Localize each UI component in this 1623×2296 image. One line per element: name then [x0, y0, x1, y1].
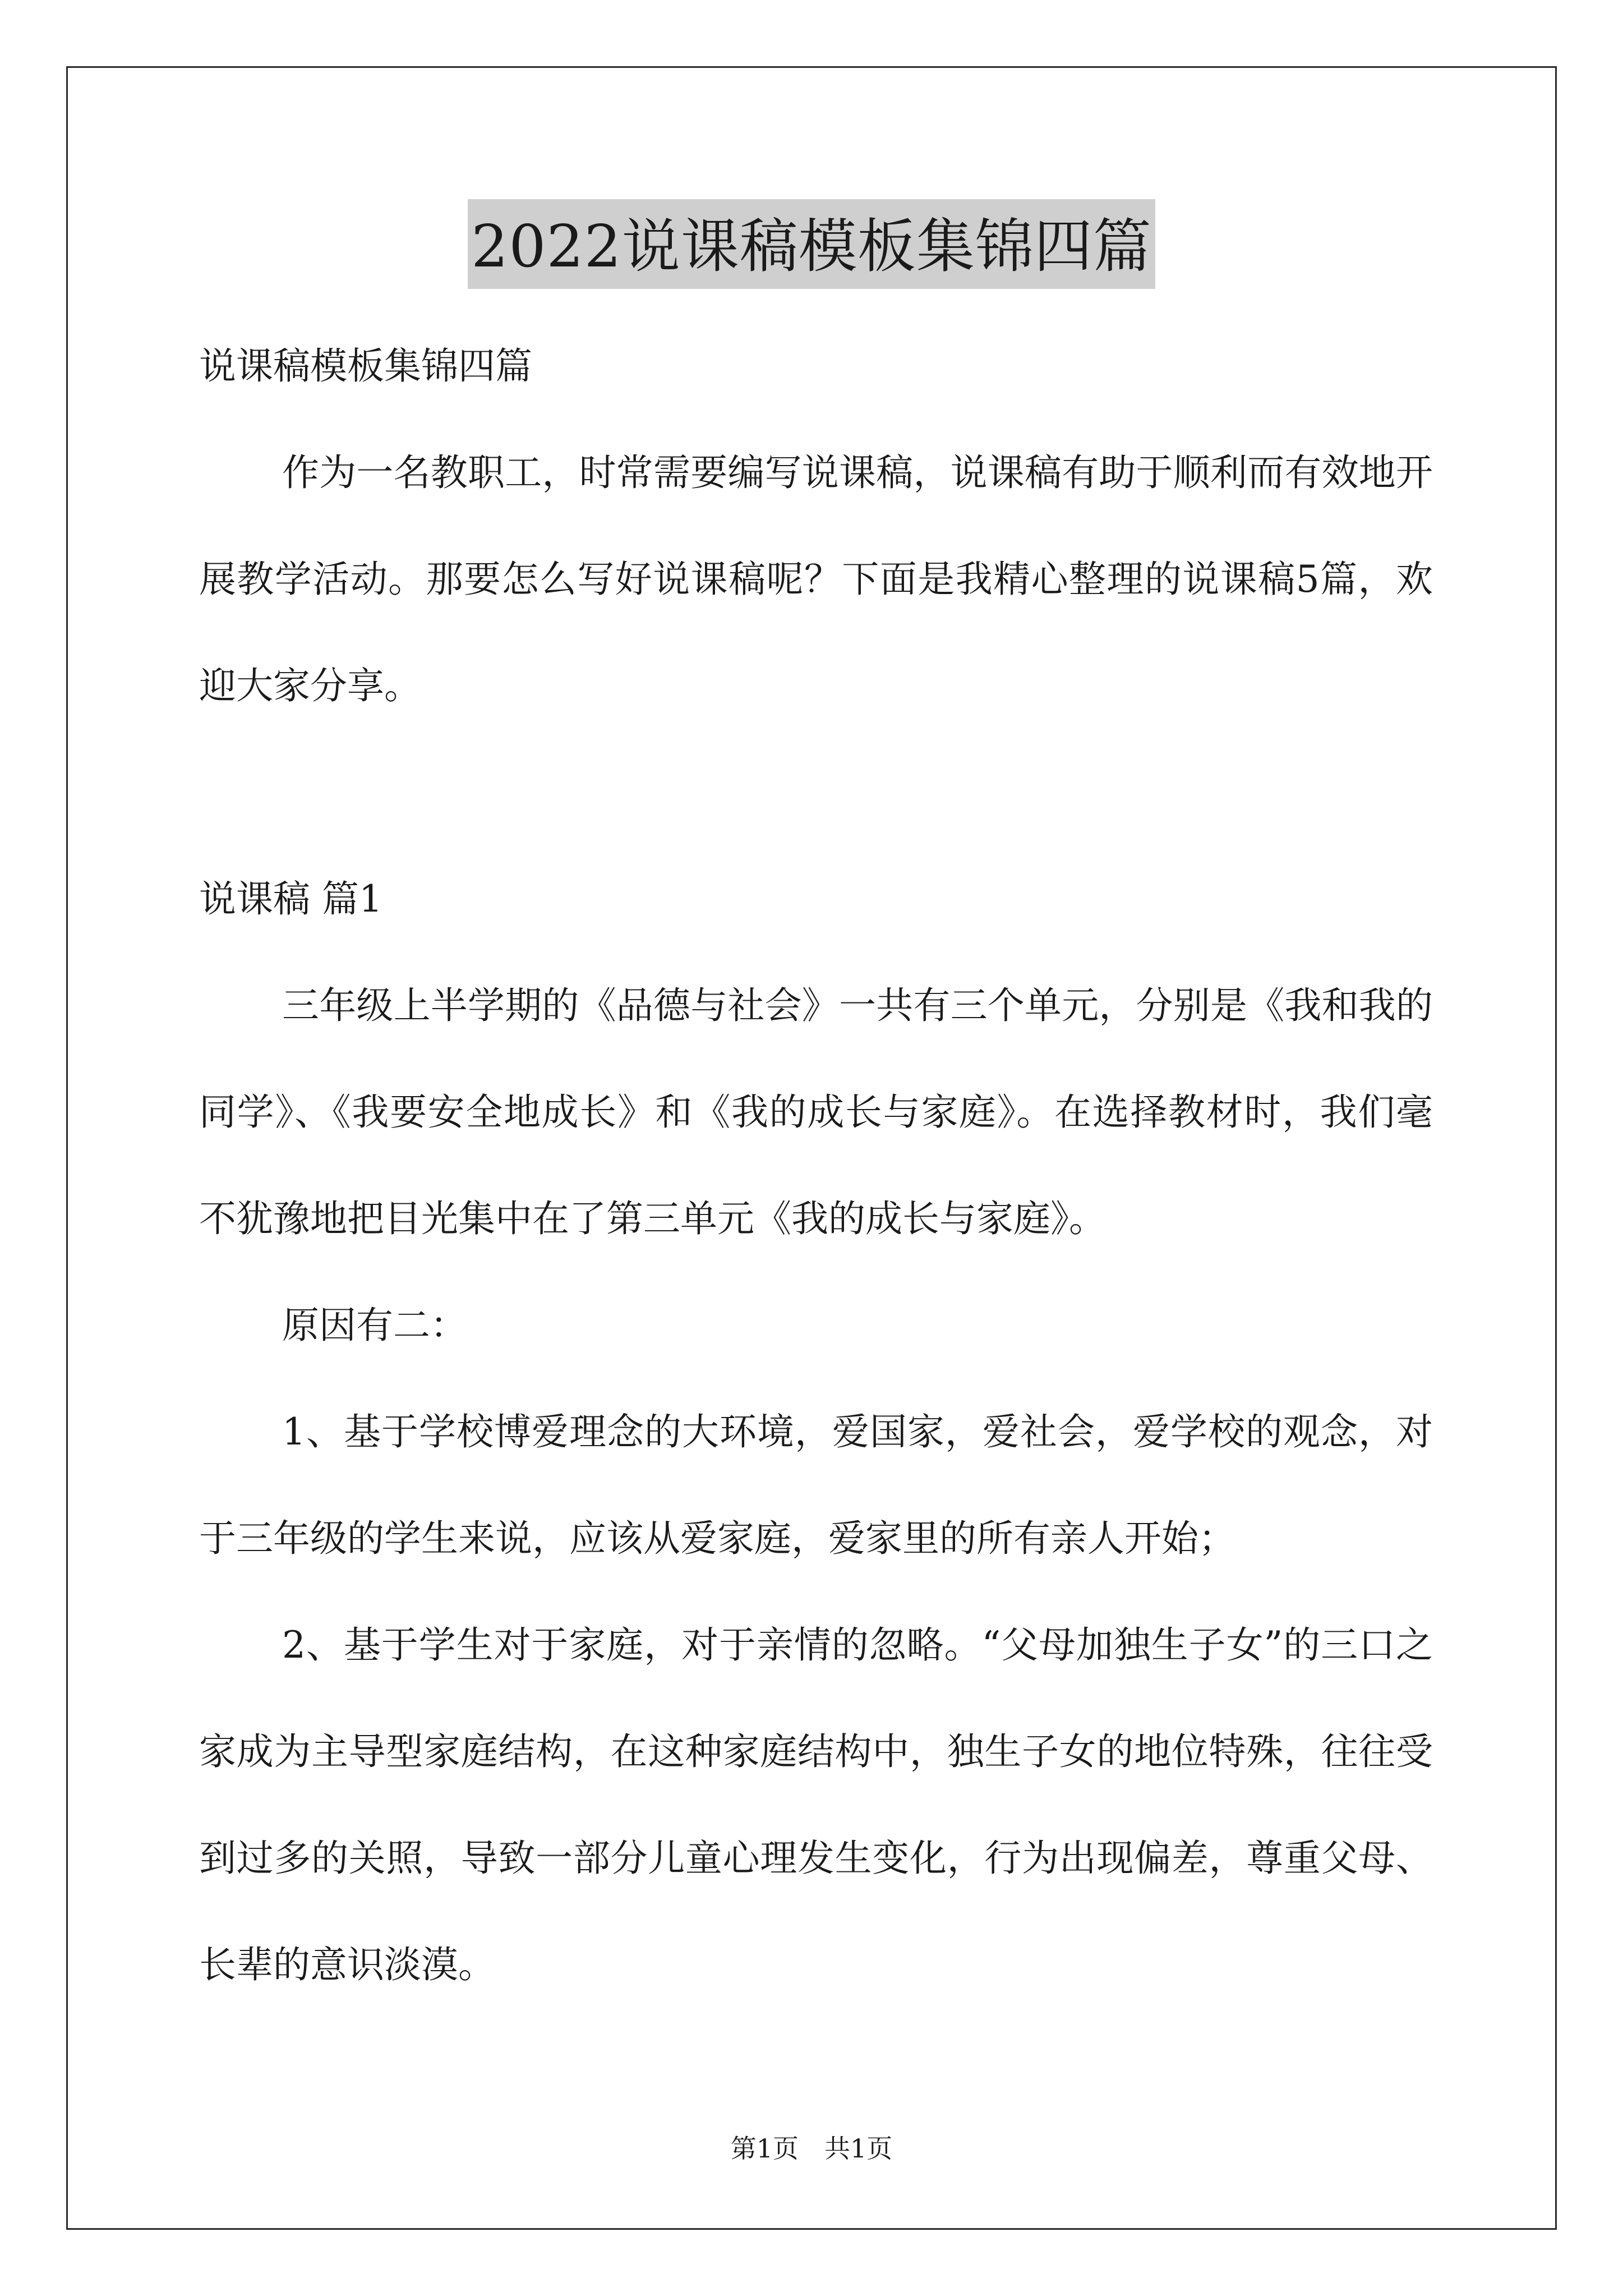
section-heading: 说课稿 篇1 — [199, 877, 382, 921]
document-body — [199, 313, 1433, 2018]
document-title: 2022说课稿模板集锦四篇 — [468, 199, 1155, 289]
body-paragraph: 三年级上半学期的《品德与社会》一共有三个单元，分别是《我和我的同学》、《我要安全地成长》和《我的成长与家庭》。在选择教材时，我们毫不犹豫地把目光集中在了第三单元《我的成长与家庭》。 — [199, 984, 1433, 1240]
body-paragraph: 原因有二： — [282, 1304, 467, 1347]
document-subtitle: 说课稿模板集锦四篇 — [199, 344, 532, 388]
page-footer — [0, 2132, 1623, 2165]
body-paragraph: 2、基于学生对于家庭，对于亲情的忽略。“父母加独生子女”的三口之家成为主导型家庭结构，在这种家庭结构中，独生子女的地位特殊，往往受到过多的关照，导致一部分儿童心理发生变化，行为出现偏差，尊重父母、长辈的意识淡漠。 — [199, 1623, 1433, 1986]
section-spacer — [199, 739, 1433, 846]
page-number: 第1页 共1页 — [730, 2133, 893, 2164]
intro-paragraph: 作为一名教职工，时常需要编写说课稿，说课稿有助于顺利而有效地开展教学活动。那要怎么写好说课稿呢？下面是我精心整理的说课稿5篇，欢迎大家分享。 — [199, 451, 1433, 707]
body-paragraph: 1、基于学校博爱理念的大环境，爱国家，爱社会，爱学校的观念，对于三年级的学生来说，应该从爱家庭，爱家里的所有亲人开始； — [199, 1410, 1433, 1560]
title-container — [0, 199, 1623, 289]
